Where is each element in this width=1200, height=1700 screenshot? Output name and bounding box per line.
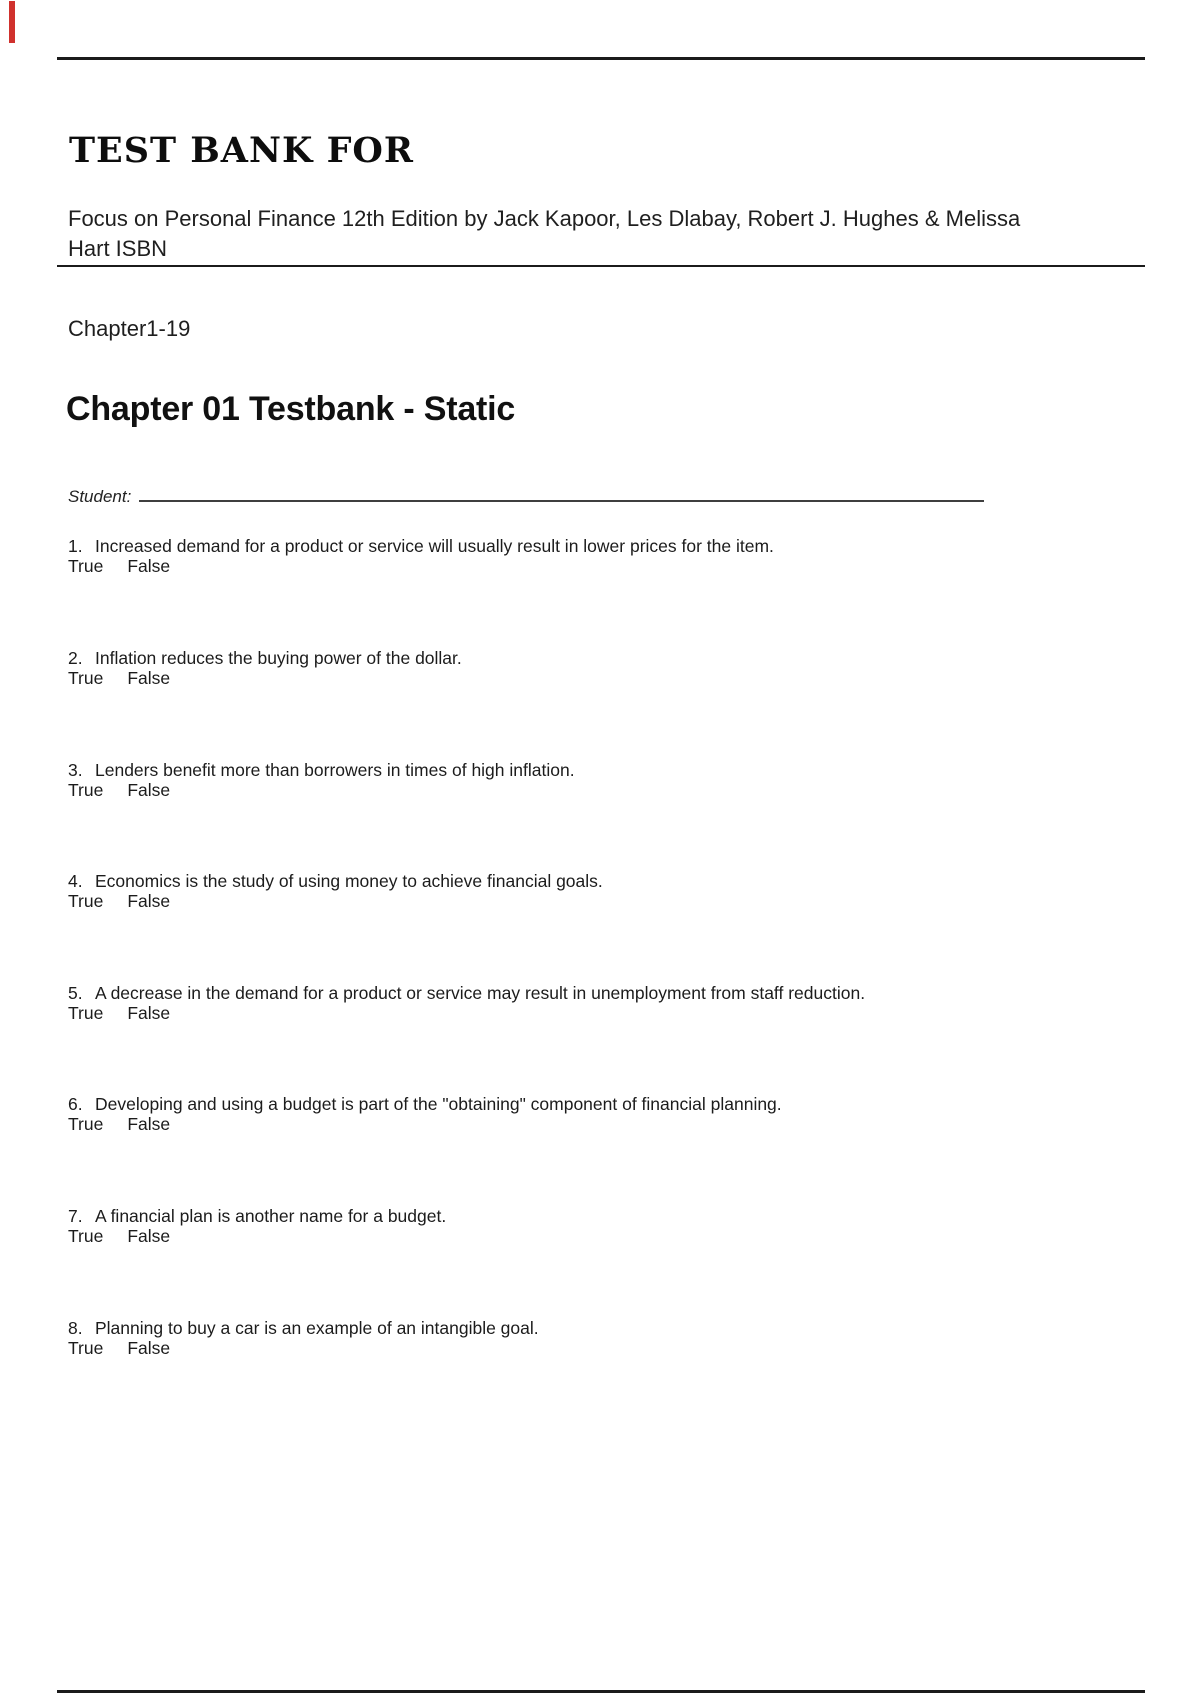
question-8-text-line [68,1318,1128,1338]
question-7-text: A financial plan is another name for a budget. [95,1206,447,1226]
question-3-options [68,780,1128,800]
question-4-option-true[interactable]: True [68,891,104,911]
question-3-option-false[interactable]: False [127,780,171,800]
question-6-option-false[interactable]: False [127,1114,171,1134]
question-5-text: A decrease in the demand for a product or service may result in unemployment from staff reduction. [95,983,866,1003]
question-7-text-line [68,1206,1128,1226]
question-2-text-line [68,648,1128,668]
question-4-option-false[interactable]: False [127,891,171,911]
student-row [68,486,984,507]
question-2-text: Inflation reduces the buying power of the dollar. [95,648,462,668]
question-3 [68,760,1128,800]
question-5 [68,983,1128,1023]
question-5-option-false[interactable]: False [127,1003,171,1023]
question-2-number: 2. [68,648,83,668]
top-rule [57,57,1145,60]
question-7-option-false[interactable]: False [127,1226,171,1246]
question-1-option-true[interactable]: True [68,556,104,576]
question-1 [68,536,1128,576]
question-3-text: Lenders benefit more than borrowers in times of high inflation. [95,760,575,780]
chapter-heading: Chapter 01 Testbank - Static [66,390,516,428]
question-7-option-true[interactable]: True [68,1226,104,1246]
question-5-options [68,1003,1128,1023]
question-1-text: Increased demand for a product or service will usually result in lower prices for the item. [95,536,774,556]
question-3-text-line [68,760,1128,780]
question-6-text-line [68,1094,1128,1114]
question-7-options [68,1226,1128,1246]
question-3-option-true[interactable]: True [68,780,104,800]
question-6-number: 6. [68,1094,83,1114]
question-4-options [68,891,1128,911]
question-4-number: 4. [68,871,83,891]
question-6-option-true[interactable]: True [68,1114,104,1134]
bottom-rule [57,1690,1145,1693]
question-2-option-false[interactable]: False [127,668,171,688]
question-1-number: 1. [68,536,83,556]
question-4-text-line [68,871,1128,891]
question-6-text: Developing and using a budget is part of the "obtaining" component of financial planning. [95,1094,782,1114]
question-8-text: Planning to buy a car is an example of an intangible goal. [95,1318,539,1338]
question-5-number: 5. [68,983,83,1003]
question-1-option-false[interactable]: False [127,556,171,576]
testbank-banner-title: TEST BANK FOR [69,130,414,171]
question-2-option-true[interactable]: True [68,668,104,688]
question-8-options [68,1338,1128,1358]
question-7 [68,1206,1128,1246]
question-8-option-true[interactable]: True [68,1338,104,1358]
question-2-options [68,668,1128,688]
question-4-text: Economics is the study of using money to achieve financial goals. [95,871,603,891]
question-8 [68,1318,1128,1358]
red-annotation-mark [9,1,15,43]
question-5-option-true[interactable]: True [68,1003,104,1023]
question-8-number: 8. [68,1318,83,1338]
question-5-text-line [68,983,1128,1003]
question-8-option-false[interactable]: False [127,1338,171,1358]
student-label: Student: [68,487,132,506]
question-4 [68,871,1128,911]
question-6 [68,1094,1128,1134]
book-subtitle-line-2: Hart ISBN [68,236,168,261]
student-name-blank[interactable] [139,486,984,502]
question-1-text-line [68,536,1128,556]
chapter-range-label: Chapter1-19 [68,316,191,341]
book-subtitle [68,204,1020,264]
subtitle-rule [57,265,1145,267]
question-6-options [68,1114,1128,1134]
question-3-number: 3. [68,760,83,780]
question-7-number: 7. [68,1206,83,1226]
question-1-options [68,556,1128,576]
question-2 [68,648,1128,688]
book-subtitle-line-1: Focus on Personal Finance 12th Edition by Jack Kapoor, Les Dlabay, Robert J. Hughes & Melissa [68,206,1021,231]
